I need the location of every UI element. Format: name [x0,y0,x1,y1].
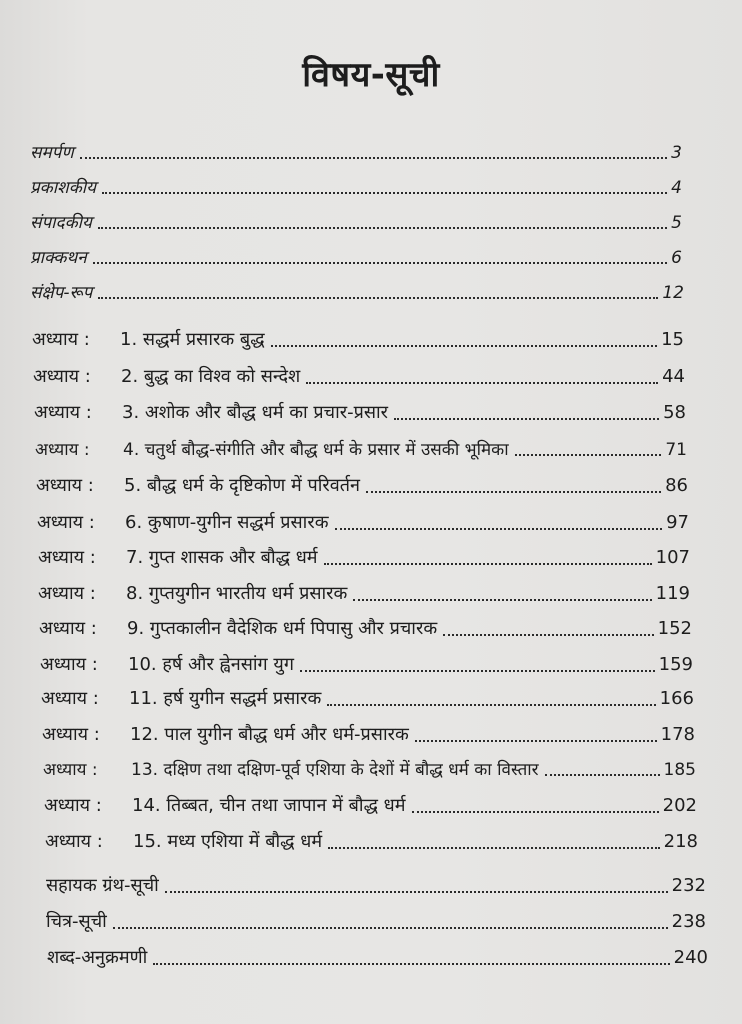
chapter-entry [38,581,690,605]
chapter-page: 97 [666,512,689,533]
chapter-title: 6. कुषाण-युगीन सद्धर्म प्रसारक [125,512,329,533]
chapter-entry [34,400,686,424]
dot-leader [545,774,660,776]
chapter-entry [44,793,697,817]
chapter-title: 11. हर्ष युगीन सद्धर्म प्रसारक [129,688,322,709]
chapter-title: 2. बुद्ध का विश्व को सन्देश [121,366,301,387]
chapter-prefix: अध्याय : [44,795,102,816]
chapter-entry [33,364,685,388]
dot-leader [394,418,659,420]
chapter-title: 3. अशोक और बौद्ध धर्म का प्रचार-प्रसार [122,402,389,423]
chapter-page: 152 [657,618,692,639]
chapter-title: 8. गुप्तयुगीन भारतीय धर्म प्रसारक [126,583,348,604]
dot-leader [366,491,661,493]
chapter-prefix: अध्याय : [45,831,103,852]
chapter-page: 185 [663,760,696,780]
chapter-page: 15 [661,329,684,350]
dot-leader [153,963,669,965]
toc-entry [30,140,682,163]
dot-leader [93,262,667,264]
dot-leader [271,345,658,347]
dot-leader [165,891,668,893]
dot-leader [353,599,651,601]
toc-entry-label: प्रकाशकीय [30,178,97,198]
chapter-prefix: अध्याय : [38,547,96,568]
chapter-prefix: अध्याय : [40,654,98,675]
chapter-page: 119 [655,583,690,604]
toc-entry [30,210,682,233]
dot-leader [113,927,668,929]
toc-entry-page: 232 [671,875,706,896]
toc-entry [30,175,682,198]
chapter-prefix: अध्याय : [43,760,98,780]
toc-entry-page: 240 [673,947,708,968]
toc-entry [47,945,708,969]
chapter-prefix: अध्याय : [36,475,94,496]
dot-leader [328,847,660,849]
dot-leader [98,297,658,299]
toc-entry-label: समर्पण [30,143,74,163]
toc-entry [30,245,682,268]
dot-leader [335,528,663,530]
chapter-entry [41,686,694,710]
chapter-title: 9. गुप्तकालीन वैदेशिक धर्म पिपासु और प्रचारक [127,618,438,639]
page-title: विषय-सूची [302,55,440,95]
toc-entry-page: 5 [671,213,682,233]
chapter-page: 159 [658,654,693,675]
chapter-prefix: अध्याय : [32,329,90,350]
chapter-prefix: अध्याय : [38,583,96,604]
chapter-prefix: अध्याय : [42,724,100,745]
chapter-entry [36,473,688,497]
chapter-entry [40,652,693,676]
chapter-title: 1. सद्धर्म प्रसारक बुद्ध [120,329,265,350]
toc-entry [30,280,684,303]
chapter-entry [42,722,695,746]
chapter-page: 44 [662,366,685,387]
toc-entry-page: 4 [671,178,682,198]
chapter-title: 14. तिब्बत, चीन तथा जापान में बौद्ध धर्म [132,795,406,816]
chapter-entry [39,616,692,640]
chapter-prefix: अध्याय : [34,402,92,423]
chapter-title: 12. पाल युगीन बौद्ध धर्म और धर्म-प्रसारक [130,724,409,745]
chapter-page: 86 [665,475,688,496]
chapter-prefix: अध्याय : [35,440,90,460]
chapter-entry [37,510,689,534]
chapter-page: 58 [663,402,686,423]
chapter-prefix: अध्याय : [41,688,99,709]
toc-entry [46,873,706,897]
chapter-page: 202 [662,795,697,816]
chapter-title: 15. मध्य एशिया में बौद्ध धर्म [133,831,323,852]
dot-leader [515,454,662,456]
dot-leader [415,740,657,742]
chapter-entry [45,829,698,853]
toc-entry-label: शब्द-अनुक्रमणी [47,947,148,968]
dot-leader [300,670,655,672]
toc-entry-page: 238 [671,911,706,932]
dot-leader [443,634,653,636]
chapter-title: 4. चतुर्थ बौद्ध-संगीति और बौद्ध धर्म के प्रसार में उसकी भूमिका [123,440,509,460]
dot-leader [102,192,667,194]
chapter-title: 7. गुप्त शासक और बौद्ध धर्म [126,547,318,568]
toc-entry-page: 3 [671,143,682,163]
chapter-prefix: अध्याय : [37,512,95,533]
chapter-title: 10. हर्ष और ह्वेनसांग युग [128,654,294,675]
chapter-entry [38,545,690,569]
chapter-entry [32,327,684,351]
chapter-page: 107 [655,547,690,568]
chapter-title: 13. दक्षिण तथा दक्षिण-पूर्व एशिया के देशों में बौद्ध धर्म का विस्तार [131,760,539,780]
chapter-prefix: अध्याय : [39,618,97,639]
chapter-title: 5. बौद्ध धर्म के दृष्टिकोण में परिवर्तन [124,475,360,496]
toc-entry-page: 12 [662,283,684,303]
dot-leader [324,563,652,565]
toc-entry-label: संपादकीय [30,213,92,233]
chapter-page: 178 [660,724,695,745]
chapter-page: 218 [663,831,698,852]
dot-leader [306,382,658,384]
chapter-entry [35,437,687,460]
toc-entry-label: प्राक्कथन [30,248,87,268]
dot-leader [98,227,667,229]
toc-entry-label: सहायक ग्रंथ-सूची [46,875,159,896]
toc-entry [46,909,706,933]
toc-entry-label: संक्षेप-रूप [30,283,93,303]
toc-entry-page: 6 [671,248,682,268]
dot-leader [412,811,659,813]
chapter-entry [43,757,696,780]
chapter-page: 71 [665,440,687,460]
toc-entry-label: चित्र-सूची [46,911,107,932]
dot-leader [80,157,668,159]
chapter-prefix: अध्याय : [33,366,91,387]
chapter-page: 166 [659,688,694,709]
dot-leader [327,704,655,706]
